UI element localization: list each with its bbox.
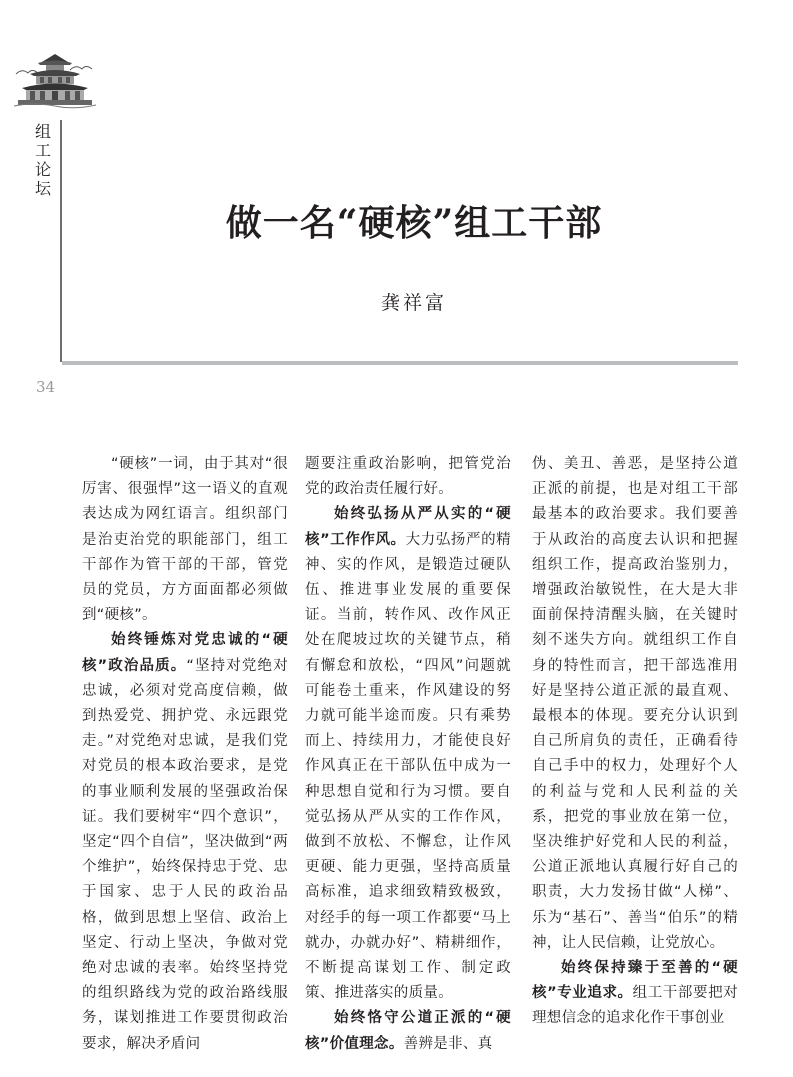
horizontal-divider	[62, 361, 738, 365]
article-author: 龚祥富	[380, 292, 447, 314]
pavilion-logo-icon	[14, 48, 96, 110]
paragraph-heading: 始终恪守公道正派的“硬核”价值理念。	[305, 1010, 511, 1052]
paragraph: “硬核”一词，由于其对“很厉害、很强悍”这一语义的直观表达成为网红语言。组织部门是治吏治党的职能部门，组工干部作为管干部的干部，管党员的党员，方方面面都必须做到“硬核”。	[82, 456, 288, 624]
paragraph: 始终弘扬从严从实的“硬核”工作作风。大力弘扬严的精神、实的作风，是锻造过硬队伍、推进事业发展的重要保证。当前，转作风、改作风正处在爬坡过坎的关键节点，稍有懈怠和放松，“四风”问题就可能卷土重来，作风建设的努力就可能半途而废。只有乘势而上、持续用力，才能使良好作风真正在干部队伍中成为一种思想自觉和行为习惯。要自觉弘扬从严从实的工作作风，做到不放松、不懈怠，让作风更硬、能力更强，坚持高质量高标准，追求细致精致极致，对经手的每一项工作都要“马上就办，办就办好”、精耕细作，不断提高谋划工作、制定政策、推进落实的质量。	[305, 506, 511, 1002]
paragraph: 始终锤炼对党忠诚的“硬核”政治品质。“坚持对党绝对忠诚，必须对党高度信赖，做到热爱党、拥护党、永远跟党走。”对党绝对忠诚，是我们党对党员的根本政治要求，是党的事业顺利发展的坚强政治保证。我们要树牢“四个意识”，坚定“四个自信”，坚决做到“两个维护”，始终保持忠于党、忠于国家、忠于人民的政治品格，做到思想上坚信、政治上坚定、行动上坚决，争做对党绝对忠诚的表率。始终坚持党的组织路线为党的政治路线服务，谋划推进工作要贯彻政治要求，解决矛盾问	[82, 632, 288, 1052]
paragraph-heading: 始终保持臻于至善的“硬核”专业追求。	[532, 960, 738, 1002]
paragraph: 题要注重政治影响，把管党治党的政治责任履行好。	[305, 456, 511, 498]
paragraph: 伪、美丑、善恶，是坚持公道正派的前提，也是对组工干部最基本的政治要求。我们要善于从政治的高度去认识和把握组织工作，提高政治鉴别力，增强政治敏锐性，在大是大非面前保持清醒头脑，在关键时刻不迷失方向。就组织工作自身的特性而言，把干部选准用好是坚持公道正派的最直观、最根本的体现。要充分认识到自己所肩负的责任，正确看待自己手中的权力，处理好个人的利益与党和人民利益的关系，把党的事业放在第一位，坚决维护好党和人民的利益，公道正派地认真履行好自己的职责，大力发扬甘做“人梯”、乐为“基石”、善当“伯乐”的精神，让人民信赖，让党放心。	[532, 456, 738, 951]
text-column-3	[532, 452, 738, 1032]
paragraph: 始终保持臻于至善的“硬核”专业追求。组工干部要把对理想信念的追求化作干事创业	[532, 960, 738, 1027]
article-title: 做一名“硬核”组工干部	[225, 202, 603, 244]
page-number: 34	[36, 378, 56, 396]
paragraph-heading: 始终弘扬从严从实的“硬核”工作作风。	[305, 506, 511, 548]
section-label: 组工论坛	[34, 122, 51, 198]
vertical-divider	[60, 120, 62, 362]
paragraph-heading: 始终锤炼对党忠诚的“硬核”政治品质。	[82, 632, 288, 674]
paragraph: 始终恪守公道正派的“硬核”价值理念。善辨是非、真	[305, 1010, 511, 1052]
text-column-2	[305, 452, 511, 1057]
text-column-1	[82, 452, 288, 1057]
